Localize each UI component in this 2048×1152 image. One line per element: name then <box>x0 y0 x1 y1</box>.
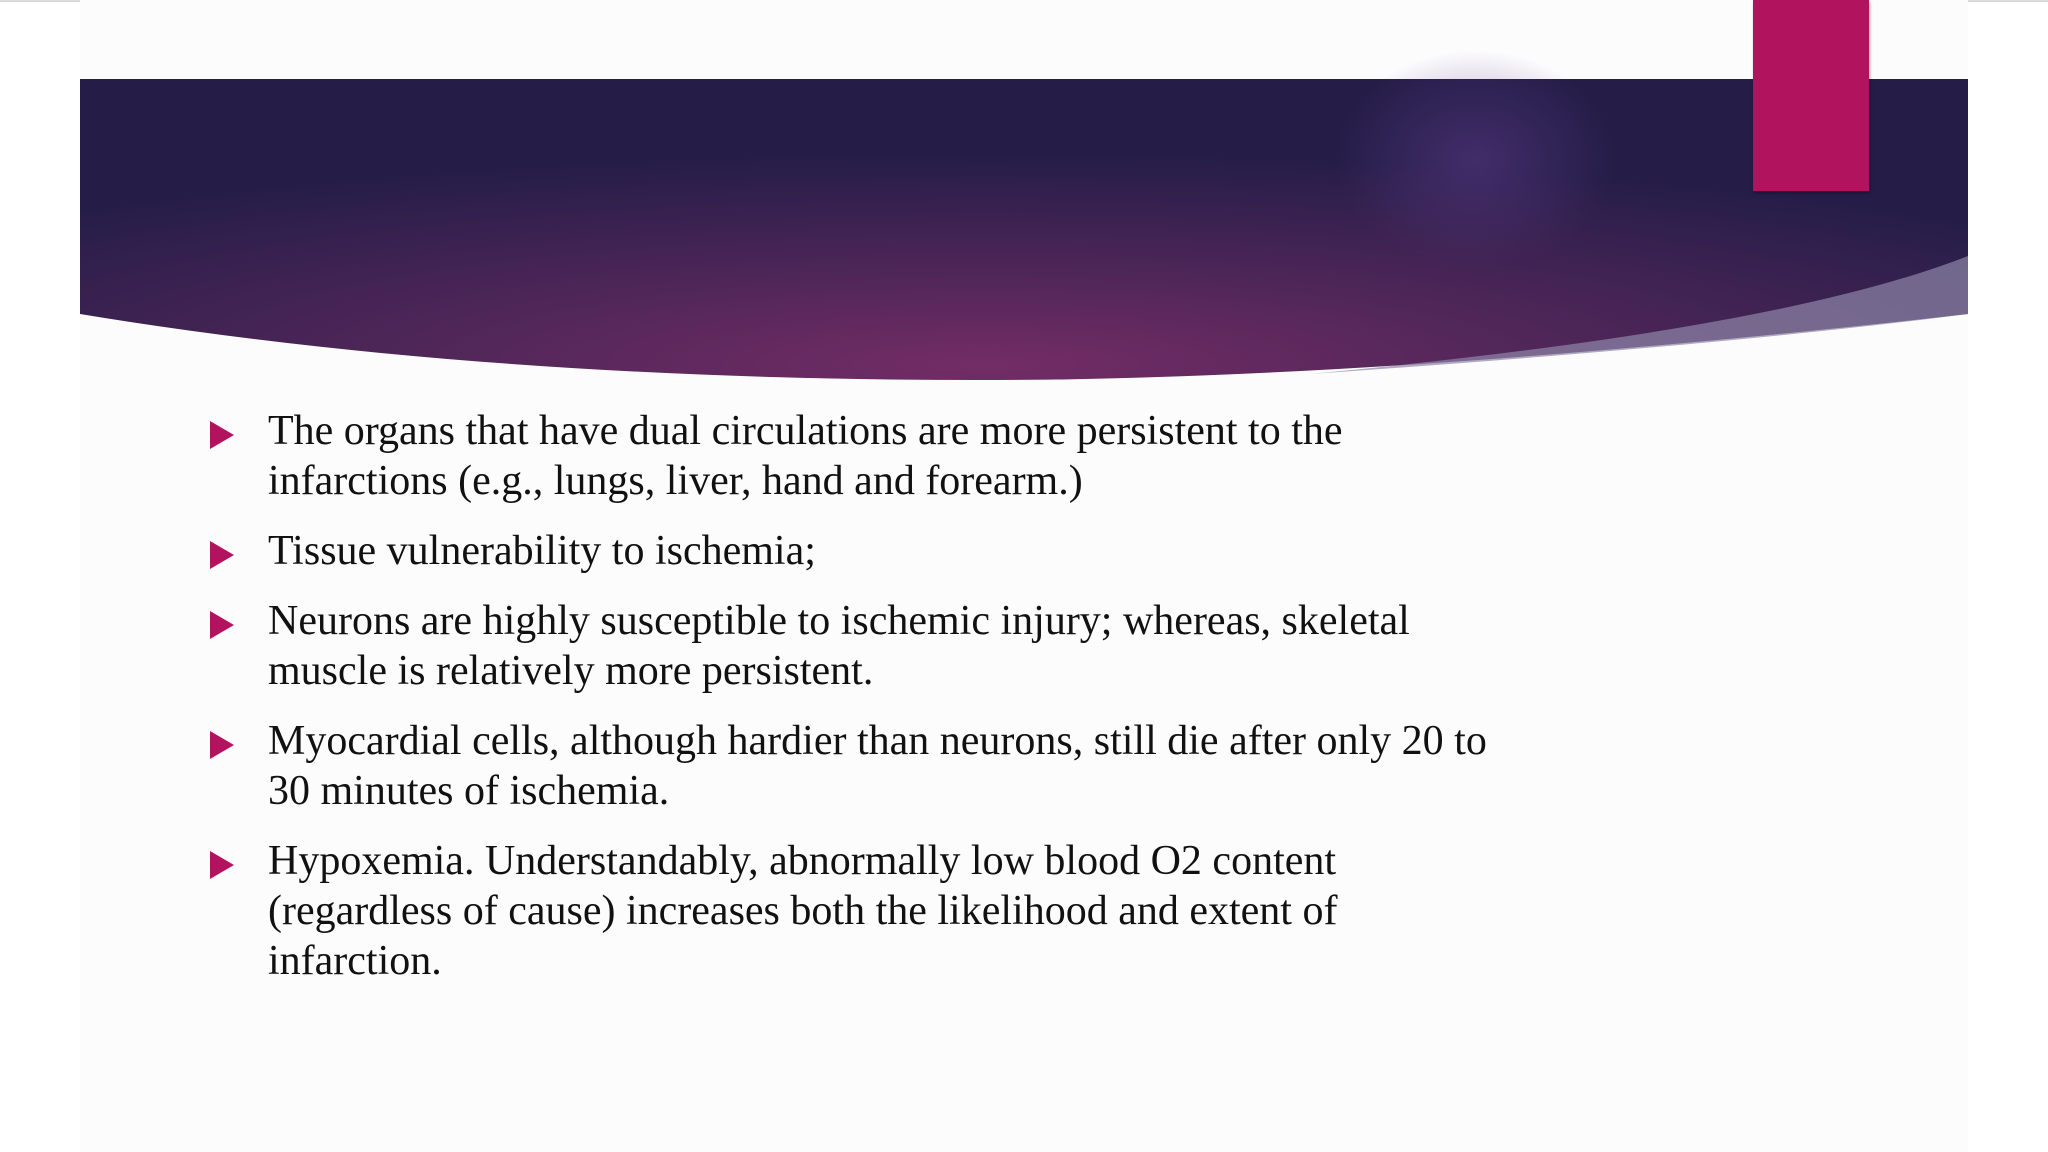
bullet-line: muscle is relatively more persistent. <box>268 648 874 694</box>
bullet-line: (regardless of cause) increases both the likelihood and extent of <box>268 888 1338 934</box>
triangle-right-icon <box>210 731 234 759</box>
bullet-list <box>210 406 1730 1006</box>
triangle-right-icon <box>210 851 234 879</box>
slide <box>80 0 1968 1152</box>
bullet-item <box>210 716 1730 816</box>
bullet-line: infarction. <box>268 938 442 984</box>
bullet-item <box>210 526 1730 576</box>
bullet-line: The organs that have dual circulations are more persistent to the <box>268 408 1343 454</box>
triangle-right-icon <box>210 541 234 569</box>
bullet-line: 30 minutes of ischemia. <box>268 768 670 814</box>
bullet-line: infarctions (e.g., lungs, liver, hand and forearm.) <box>268 458 1083 504</box>
bullet-line: Myocardial cells, although hardier than neurons, still die after only 20 to <box>268 718 1487 764</box>
banner-glow <box>1335 50 1615 270</box>
triangle-right-icon <box>210 611 234 639</box>
bullet-item <box>210 596 1730 696</box>
bullet-line: Neurons are highly susceptible to ischemic injury; whereas, skeletal <box>268 598 1410 644</box>
triangle-right-icon <box>210 421 234 449</box>
bullet-item <box>210 406 1730 506</box>
bullet-line: Tissue vulnerability to ischemia; <box>268 528 816 574</box>
bullet-item <box>210 836 1730 986</box>
bullet-line: Hypoxemia. Understandably, abnormally low blood O2 content <box>268 838 1337 884</box>
accent-tab <box>1753 0 1869 191</box>
